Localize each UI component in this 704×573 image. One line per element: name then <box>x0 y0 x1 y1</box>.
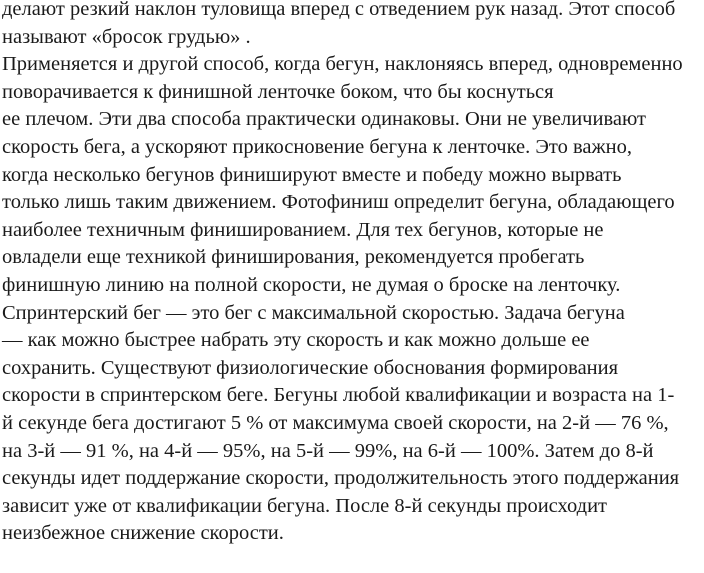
document-body <box>2 0 702 548</box>
text-line: Применяется и другой способ, когда бегун, наклоняясь вперед, одновременно <box>2 53 683 76</box>
text-line: — как можно быстрее набрать эту скорость и как можно дольше ее <box>2 329 590 352</box>
text-line: скорость бега, а ускоряют прикосновение бегуна к ленточке. Это важно, <box>2 135 633 158</box>
text-line: сохранить. Существуют физиологические обоснования формирования <box>2 356 619 379</box>
text-line: когда несколько бегунов финишируют вместе и победу можно вырвать <box>2 163 622 186</box>
text-line: скорости в спринтерском беге. Бегуны любой квалификации и возраста на 1- <box>2 384 675 407</box>
text-line: делают резкий наклон туловища вперед с отведением рук назад. Этот способ <box>2 0 676 20</box>
text-line: й секунде бега достигают 5 % от максимума своей скорости, на 2-й — 76 %, <box>2 411 669 434</box>
text-line: поворачивается к финишной ленточке боком, что бы коснуться <box>2 80 554 103</box>
text-line: овладели еще техникой финиширования, рекомендуется пробегать <box>2 246 585 269</box>
text-line: неизбежное снижение скорости. <box>2 522 284 545</box>
text-line: наиболее техничным финишированием. Для тех бегунов, которые не <box>2 218 604 241</box>
text-line: Спринтерский бег — это бег с максимальной скоростью. Задача бегуна <box>2 301 625 324</box>
text-line: финишную линию на полной скорости, не думая о броске на ленточку. <box>2 273 621 296</box>
text-line: ее плечом. Эти два способа практически одинаковы. Они не увеличивают <box>2 108 646 131</box>
text-line: зависит уже от квалификации бегуна. После 8-й секунды происходит <box>2 494 608 517</box>
text-line: называют «бросок грудью» . <box>2 25 251 48</box>
text-line: на 3-й — 91 %, на 4-й — 95%, на 5-й — 99%, на 6-й — 100%. Затем до 8-й <box>2 439 654 462</box>
text-line: секунды идет поддержание скорости, продолжительность этого поддержания <box>2 467 680 490</box>
text-line: только лишь таким движением. Фотофиниш определит бегуна, обладающего <box>2 191 675 214</box>
